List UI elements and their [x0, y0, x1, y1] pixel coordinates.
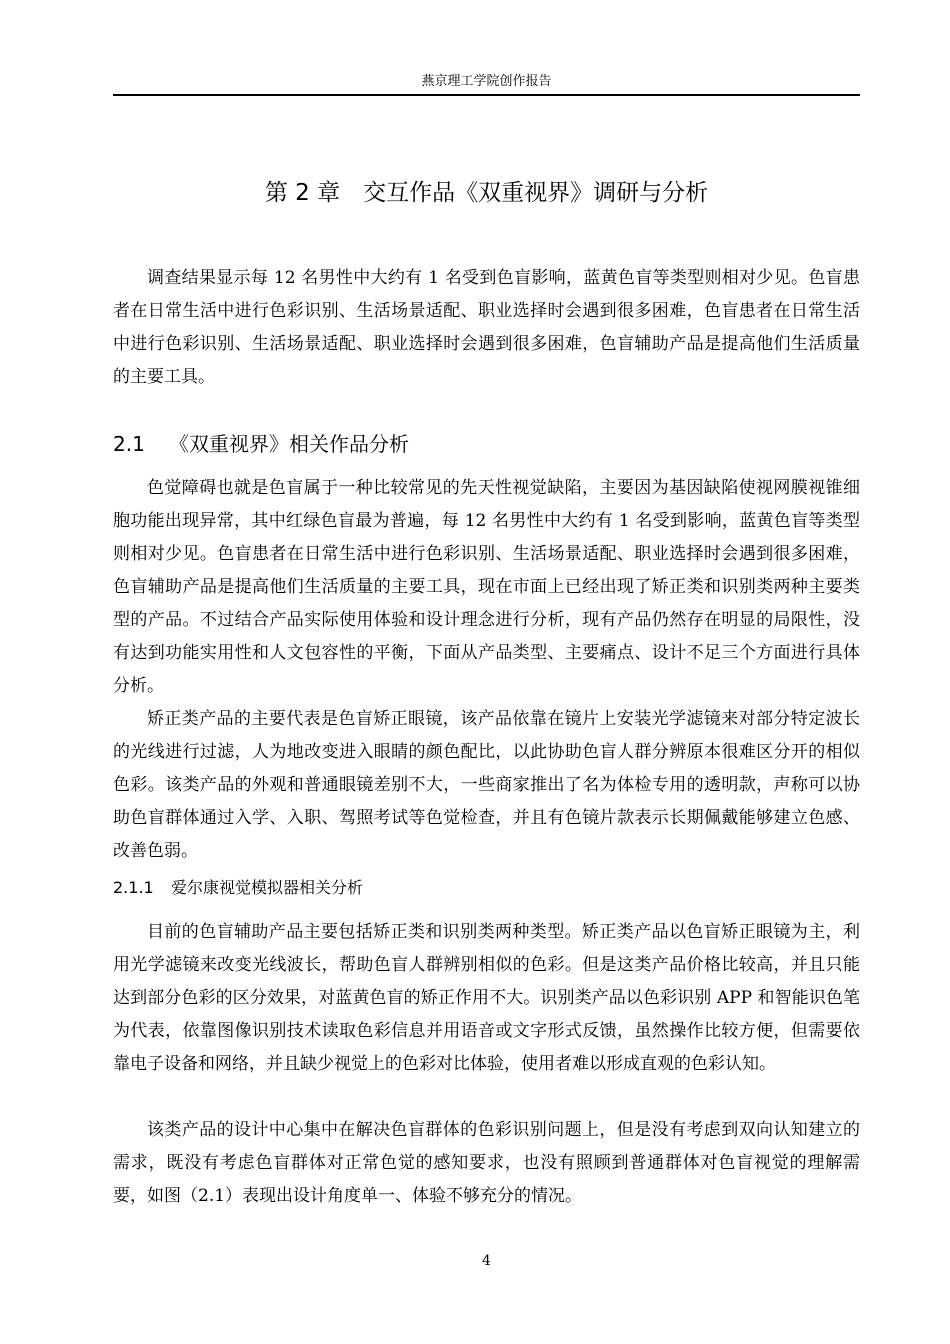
subsection-title: 爱尔康视觉模拟器相关分析 [171, 878, 364, 897]
intro-paragraph: 调查结果显示每 12 名男性中大约有 1 名受到色盲影响，蓝黄色盲等类型则相对少见。色盲患者在日常生活中进行色彩识别、生活场景适配、职业选择时会遇到很多困难，色盲患者在日常生活中进行色彩识别、生活场景适配、职业选择时会遇到很多困难，色盲辅助产品是提高他们生活质量的主要工具。 [113, 268, 860, 387]
body-paragraph: 色觉障碍也就是色盲属于一种比较常见的先天性视觉缺陷，主要因为基因缺陷使视网膜视锥细胞功能出现异常，其中红绿色盲最为普遍，每 12 名男性中大约有 1 名受到影响，蓝黄色盲等类型则相对少见。色盲患者在日常生活中进行色彩识别、生活场景适配、职业选择时会遇到很多困难，色盲辅助产品是提高他们生活质量的主要工具，现在市面上已经出现了矫正类和识别类两种主要类型的产品。不过结合产品实际使用体验和设计理念进行分析，现有产品仍然存在明显的局限性，没有达到功能实用性和人文包容性的平衡，下面从产品类型、主要痛点、设计不足三个方面进行具体分析。 [113, 478, 860, 696]
section-heading-2-1-1 [113, 877, 363, 899]
body-paragraph: 目前的色盲辅助产品主要包括矫正类和识别类两种类型。矫正类产品以色盲矫正眼镜为主，利用光学滤镜来改变光线波长，帮助色盲人群辨别相似的色彩。但是这类产品价格比较高，并且只能达到部分色彩的区分效果，对蓝黄色盲的矫正作用不大。识别类产品以色彩识别 APP 和智能识色笔为代表，依靠图像识别技术读取色彩信息并用语音或文字形式反馈，虽然操作比较方便，但需要依靠电子设备和网络，并且缺少视觉上的色彩对比体验，使用者难以形成直观的色彩认知。 [113, 922, 860, 1074]
running-header: 燕京理工学院创作报告 [421, 74, 552, 89]
section-number: 2.1 [113, 432, 145, 456]
page-number: 4 [482, 1253, 491, 1269]
body-paragraph: 该类产品的设计中心集中在解决色盲群体的色彩识别问题上，但是没有考虑到双向认知建立的需求，既没有考虑色盲群体对正常色觉的感知要求，也没有照顾到普通群体对色盲视觉的理解需要，如图（2.1）表现出设计角度单一、体验不够充分的情况。 [113, 1120, 860, 1206]
body-paragraph: 矫正类产品的主要代表是色盲矫正眼镜，该产品依靠在镜片上安装光学滤镜来对部分特定波长的光线进行过滤，人为地改变进入眼睛的颜色配比，以此协助色盲人群分辨原本很难区分开的相似色彩。该类产品的外观和普通眼镜差别不大，一些商家推出了名为体检专用的透明款，声称可以协助色盲群体通过入学、入职、驾照考试等色觉检查，并且有色镜片款表示长期佩戴能够建立色感、改善色弱。 [113, 709, 860, 861]
header-divider [113, 94, 860, 96]
section-title: 《双重视界》相关作品分析 [169, 432, 409, 456]
subsection-number: 2.1.1 [113, 878, 154, 897]
chapter-title: 第 2 章 交互作品《双重视界》调研与分析 [264, 180, 709, 206]
section-heading-2-1 [113, 430, 409, 458]
